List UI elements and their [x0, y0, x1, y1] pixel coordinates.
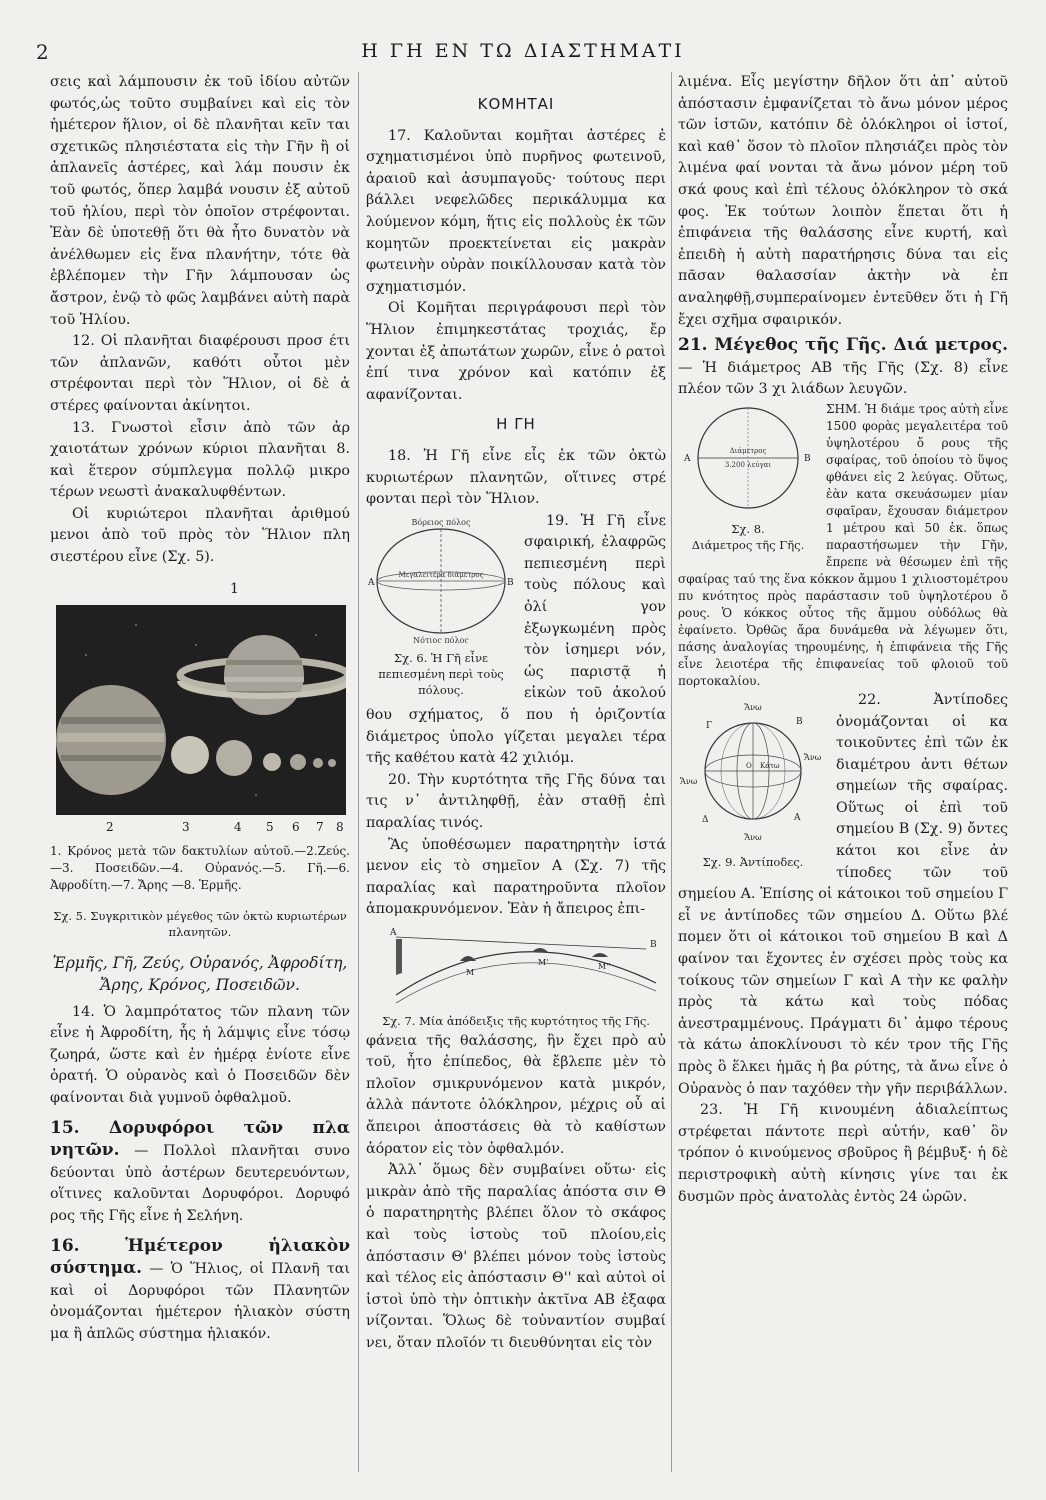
point-a-label: Α: [794, 812, 801, 823]
paragraph: Οἱ Κομῆται περιγράφουσι περὶ τὸν Ἥλιον ἐπιμηκεστάτας τροχιάς, ἔρ χονται ἐξ ἀπωτάτων χωρῶν, εἶνε ὁ ρατοὶ ἐπί τινα χρόνον καὶ κατόπιν ἐξ αφανίζονται.: [366, 300, 666, 403]
figure-9: [678, 696, 828, 870]
planet-name-list: Ἑρμῆς, Γῆ, Ζεύς, Οὐρανός, Ἀφροδίτη, Ἄρης, Κρόνος, Ποσειδῶν.: [52, 953, 348, 994]
column-divider-2: [671, 72, 672, 1472]
uranus: [216, 740, 252, 776]
paragraph-16: [50, 1236, 350, 1346]
paragraph: Οἱ κυριώτεροι πλανῆται ἀριθμού μενοι ἀπὸ τοῦ πρὸς τὸν Ἥλιον πλη σιεστέρου εἶνε (Σχ. 5).: [50, 505, 350, 566]
section-heading: 21. Μέγεθος τῆς Γῆς. Διά μετρος.: [678, 335, 1008, 356]
figure-8-caption-number: Σχ. 8.: [731, 521, 765, 536]
point-b-label: Β: [507, 577, 514, 588]
figure-number-row: [56, 815, 346, 837]
figure-7-caption: Σχ. 7. Μία ἀπόδειξις τῆς κυρτότητος τῆς Γῆς.: [382, 1013, 650, 1028]
paragraph-23: 23. Ἡ Γῆ κινουμένη ἀδιαλείπτως στρέφεται πάντοτε περὶ αὐτήν, καθ᾿ ὃν τρόπον ὁ κινούμενος σβοῦρος ἢ βέμβυξ· ἡ δὲ περιστροφικὴ αὐτὴ κίνησις γίνε ται ἐκ δυσμῶν πρὸς ἀνατολὰς ἐντὸς 24 ὡρῶν.: [678, 1102, 1008, 1205]
figure-9-caption: Σχ. 9. Ἀντίποδες.: [702, 854, 804, 869]
figure-number: 4: [234, 819, 242, 834]
paragraph-21: [678, 335, 1008, 401]
paragraph-text: — Πολλοὶ πλανῆται συνο δεύονται ὑπὸ ἀστέρων δευτερευόντων, οἵτινες καλοῦνται Δορυφόροι. Δορυφό ρος τῆς Γῆς εἶνε ἡ Σελήνη.: [50, 1143, 350, 1224]
point-d-label: Δ: [702, 814, 709, 825]
running-title: Η ΓΗ ΕΝ ΤΩ ΔΙΑΣΤΗΜΑΤΙ: [361, 40, 685, 62]
figure-6-caption: Σχ. 6. Ἡ Γῆ εἶνε πεπιεσμένη περὶ τοὺς πόλους.: [378, 651, 504, 698]
ship-icon: [460, 956, 476, 961]
column-3: [678, 72, 1008, 1208]
fig7-m2: Μ'': [598, 961, 611, 971]
figure-legend: 1. Κρόνος μετὰ τῶν δακτυλίων αὐτοῦ.—2.Ζεύς. —3. Ποσειδῶν.—4. Οὐρανός.—5. Γῆ.—6. Ἀφροδίτη.—7. Ἄρης —8. Ἑρμῆς.: [50, 843, 350, 892]
point-gamma-label: Γ: [706, 720, 713, 731]
mars: [313, 758, 323, 768]
figure-number: 1: [230, 580, 239, 597]
section-title-earth: Η ΓΗ: [496, 415, 536, 434]
up-label: Ἄνω: [744, 832, 762, 842]
page-number: 2: [36, 40, 49, 64]
paragraph: Ἀλλ᾿ ὅμως δὲν συμβαίνει οὕτω· εἰς μικρὰν ἀπὸ τῆς παραλίας ἀπόστα σιν Θ ὁ παρατηρητὴς βλέπει ὅλον τὸ σκάφος καὶ τοὺς ἱστοὺς τοῦ πλοίου,εἰς ἀπόστασιν Θ' βλέπει μόνον τοὺς ἱστοὺς καὶ τέλος εἰς ἀπόστασιν Θ'' καὶ αὐτοὶ οἱ ἱστοὶ ὑπὸ τὴν ὀπτικὴν ἀκτῖνα ΑΒ ἐξαφα νίζονται. Ὅλως δὲ τοὐναντίον συμβαί νει, ὅταν πλοῖόν τι διευθύνηται εἰς τὸν: [366, 1162, 666, 1351]
paragraph: φάνεια τῆς θαλάσσης, ἣν ἔχει πρὸ αὐ τοῦ, ἦτο ἐπίπεδος, θὰ ἔβλεπε μὲν τὸ πλοῖον σμικρυνόμενον κατὰ μικρόν, ἀλλὰ πάντοτε ὁλόκληρον, μέχρις οὗ αἱ ἄπειροι ἀποστάσεις θὰ τὸ καθίστων ἀόρατον εἰς τὸν ὀφθαλμόν.: [366, 1032, 666, 1157]
ship-icon: [532, 948, 548, 952]
earth: [263, 753, 281, 771]
figure-5-caption: Σχ. 5. Συγκριτικὸν μέγεθος τῶν ὀκτὼ κυριωτέρων πλανητῶν.: [53, 908, 347, 939]
figure-5-planets: [56, 579, 346, 815]
down-label: Κάτω: [760, 761, 780, 770]
paragraph-17: 17. Καλοῦνται κομῆται ἀστέρες ἐ σχηματισμένοι ὑπὸ πυρῆνος φωτεινοῦ, ἀραιοῦ καὶ ἀσυμπαγοῦς· τούτους περι βάλλει νεφελῶδες περικάλυμμα κα λούμενον κόμη, ἥτις εἰς πολλοὺς ἐκ τῶν κομητῶν προεκτείνεται εἰς μακρὰν φωτεινὴν οὐρὰν ποικίλλουσαν κατὰ τὸν σχηματισμόν.: [366, 127, 666, 295]
paragraph: Ἂς ὑποθέσωμεν παρατηρητὴν ἱστά μενον εἰς τὸ σημεῖον Α (Σχ. 7) τῆς παραλίας καὶ παρατηροῦντα πλοῖον ἀπομακρυνόμενον. Ἐὰν ἡ ἄπειρος ἐπι-: [366, 836, 666, 918]
diameter-label: Διάμετρος: [729, 446, 767, 455]
fig7-m1: Μ': [538, 957, 549, 967]
south-pole-label: Νότιος πόλος: [413, 635, 469, 643]
equator-label: Μεγαλειτέρα διάμετρος: [398, 570, 484, 579]
paragraph-text: — Ὁ Ἥλιος, οἱ Πλανῆ ται καὶ οἱ Δορυφόροι τῶν Πλανητῶν ὀνομάζονται ἡμέτερον ἡλιακὸν σύστη μα ἢ ἁπλῶς σύστημα ἡλιακόν.: [50, 1261, 350, 1342]
figure-number: 7: [316, 819, 324, 834]
paragraph-19: 19. Ἡ Γῆ εἶνε σφαιρική, ἐλαφρῶς πεπιεσμένη περὶ τοὺς πόλους καὶ ὀλί γον ἐξωγκωμένη πρὸς τὸν ἰσημερι νόν, ὡς παριστᾷ ἡ εἰκὼν τοῦ ἀκολού θου σχήματος, ὅ που ἡ ὁριζοντία διάμετρος ὑπολο γίζεται μεγαλει τέρα τῆς καθέτου κατὰ 42 χιλιόμ.: [366, 512, 666, 767]
section-heading: 16. Ἡμέτερον ἡλιακὸν σύστημα.: [50, 1235, 350, 1279]
ship-icon: [592, 953, 608, 957]
figure-number: 2: [106, 819, 114, 834]
figure-number: 6: [292, 819, 300, 834]
paragraph-20: 20. Τὴν κυρτότητα τῆς Γῆς δύνα ται τις ν᾿ ἀντιληφθῇ, ἐὰν σταθῇ ἐπὶ παραλίας τινός.: [366, 771, 666, 831]
column-divider-1: [358, 72, 359, 1472]
note-paragraph: ΣΗΜ. Ἡ διάμε τρος αὐτὴ εἶνε 1500 φορὰς μεγαλειτέρα τοῦ ὑψηλοτέρου ὄ ρους τῆς σφαίρας, τοῦ ὁποίου τὸ ὕψος φθάνει εἰς 2 λεύγας. Οὕτως, ἐὰν κατα σκευάσωμεν μίαν σφαῖραν, ἔχουσαν διάμετρον 1 μέτρου καὶ 50 ἑκ. ὅπως παραστήσωμεν τὴν Γῆν, ἔπρεπε νὰ θέσωμεν ἐπὶ τῆς σφαίρας ταύ της ἕνα κόκκον ἄμμου 1 χιλιοστομέτρου πυ κνότητος πρὸς παράστασιν τοῦ ὑψηλοτέρου ὄ ρους. Ὁ κόκκος οὗτος τῆς ἄμμου οὐδόλως θὰ ἐφαίνετο. Ὀρθῶς ἄρα δυνάμεθα νὰ λέγωμεν ὅτι, πάσης ἀναλογίας τηρουμένης, ἡ ἐπιφάνεια τῆς Γῆς εἶνε λειοτέρα τῆς ἐπιφανείας τοῦ φλοιοῦ τοῦ πορτοκαλίου.: [678, 401, 1008, 688]
paragraph: σεις καὶ λάμπουσιν ἐκ τοῦ ἰδίου αὐτῶν φωτός,ὡς τοῦτο συμβαίνει καὶ εἰς τὸν ἡμέτερον ἥλιον, οἱ δὲ πλανῆται κεῖν ται σχετικῶς πλησιέστατα εἰς τὴν Γῆν ἢ οἱ ἀπλανεῖς ἀστέρες, καὶ λάμ πουσιν ἐκ τοῦ φωτός, ὅπερ λαμβά νουσιν ἐξ αὐτοῦ τοῦ ἡλίου, περὶ τὸν ὁποῖον στρέφονται. Ἐὰν δὲ ὑποτεθῇ ὅτι θὰ ἦτο δυνατὸν νὰ ἀνέλθωμεν εἰς ἕνα πλανήτην, τότε θὰ ἐβλέπομεν τὴν Γῆν λάμπουσαν ὡς ἄστρον, ἐνῷ τὸ φῶς λαμβάνει αὐτὴ παρὰ τοῦ Ἡλίου.: [50, 74, 350, 328]
section-title-comets: ΚΟΜΗΤΑΙ: [477, 95, 555, 113]
figure-8: [678, 403, 818, 553]
figure-number: 8: [336, 819, 344, 834]
point-a-label: Α: [368, 577, 375, 588]
paragraph-text: — Ἡ διάμετρος ΑΒ τῆς Γῆς (Σχ. 8) εἶνε πλέον τῶν 3 χι λιάδων λευγῶν.: [678, 359, 1008, 398]
venus: [290, 754, 306, 770]
fig7-m: Μ: [466, 967, 475, 977]
fig8-point-b: Β: [804, 453, 811, 464]
jupiter: [56, 685, 166, 795]
diameter-value: 3.200 λεύγαι: [724, 460, 772, 469]
paragraph: λιμένα. Εἶς μεγίστην δῆλον ὅτι ἀπ᾿ αὐτοῦ ἀπόστασιν ἐμφανίζεται τὸ ἄνω μόνον μέρος τῶν ἱστῶν, κατόπιν δὲ ὁλόκληροι οἱ ἱστοί, καὶ καθ᾿ ὅσον τὸ πλοῖον πλησιάζει πρὸς τὸν λιμένα φαί νονται τὰ ἄνω μόνον μέρη τοῦ σκά φους καὶ ἐπὶ τέλους ὁλόκληρον τὸ σκά φος. Ἐκ τούτων λοιπὸν ἕπεται ὅτι ἡ ἐπιφάνεια τῆς θαλάσσης εἶνε κυρτή, καὶ ἐπειδὴ ἡ αὐτὴ παρατήρησις δύνα ται εἰς πᾶσαν θαλασσίαν ἀκτὴν νὰ ἐπ αναληφθῇ,συμπεραίνομεν ἐντεῦθεν ὅτι ἡ Γῆ ἔχει σχῆμα σφαιρικόν.: [678, 74, 1008, 328]
figure-7: [366, 925, 666, 1029]
up-label: Ἄνω: [744, 702, 762, 712]
north-pole-label: Βόρειος πόλος: [411, 517, 471, 527]
column-1: [50, 72, 350, 1346]
up-label: Ἄνω: [804, 752, 822, 762]
mercury: [328, 759, 336, 767]
column-2: [366, 86, 666, 1354]
point-b-label: Β: [796, 716, 803, 727]
figure-number: 5: [266, 819, 274, 834]
fig7-point-a: Α: [390, 927, 397, 938]
fig8-point-a: Α: [684, 453, 691, 464]
paragraph-18: 18. Ἡ Γῆ εἶνε εἷς ἐκ τῶν ὀκτὼ κυριωτέρων πλανητῶν, οἵτινες στρέ φονται περὶ τὸν Ἥλιον.: [366, 447, 666, 508]
paragraph-15: [50, 1118, 350, 1228]
fig7-point-b: Β: [650, 939, 657, 950]
planets-illustration: [56, 605, 346, 815]
paragraph-22: 22. Ἀντίποδες ὀνομάζονται οἱ κα τοικοῦντες ἐπὶ τῶν ἐκ διαμέτρου ἀντι θέτων σημείων τῆς σφαίρας. Οὕτως οἱ ἐπὶ τοῦ σημείου Β (Σχ. 9) ὄντες κάτοι κοι εἶνε ἀν τίποδες τῶν τοῦ σημείου Α. Ἐπίσης οἱ κάτοικοι τοῦ σημείου Γ εἶ νε ἀντίποδες τῶν σημείου Δ. Οὕτω βλέ πομεν ὅτι οἱ κάτοικοι τοῦ σημείου Β καὶ Δ φαίνον ται ἔχοντες ἐν σχέσει πρὸς τοὺς κα τοίκους τῶν σημείων Γ καὶ Α τὴν κε φαλὴν πρὸς τὰ κάτω καὶ τοὺς πόδας ἀνεστραμμένους. Πράγματι δι᾿ ἀμφο τέρους τὰ κάτω ἀποκλίνουσι τὸ κέν τρον τῆς Γῆς πρὸς ὃ ἕλκει ἡμᾶς ἡ βα ρύτης, τὰ ἄνω εἶνε ὁ Οὐρανὸς ὁ παν ταχόθεν τὴν γῆν περιβάλλων.: [678, 691, 1008, 1097]
neptune: [171, 736, 209, 774]
up-label: Ἄνω: [680, 776, 698, 786]
figure-6: [366, 513, 516, 699]
figure-8-caption: Διάμετρος τῆς Γῆς.: [691, 537, 805, 552]
center-label: Ο: [746, 761, 752, 770]
paragraph-12: 12. Οἱ πλανῆται διαφέρουσι προσ έτι τῶν ἀπλανῶν, καθότι οὗτοι μὲν στρέφονται περὶ τὸν Ἥλιον, οἱ δὲ ἀ στέρες φαίνονται ἀκίνητοι.: [50, 333, 350, 414]
paragraph-13: 13. Γνωστοὶ εἶσιν ἀπὸ τῶν ἀρ χαιοτάτων χρόνων κύριοι πλανῆται 8. καὶ ἕτερον σύμπλεγμα πολλῷ μικρο τέρων νεωστὶ ἀνακαλυφθέντων.: [50, 419, 350, 501]
paragraph-14: 14. Ὁ λαμπρότατος τῶν πλανη τῶν εἶνε ἡ Ἀφροδίτη, ἧς ἡ λάμψις εἶνε τόσῳ ζωηρά, ὥστε καὶ ἐν ἡμέρᾳ ἐνίοτε εἶνε ὁρατή. Ὁ οὐρανὸς καὶ ὁ Ποσειδῶν δὲν φαίνονται διὰ γυμνοῦ ὀφθαλμοῦ.: [50, 1003, 350, 1107]
section-heading: 15. Δορυφόροι τῶν πλα νητῶν.: [50, 1117, 350, 1161]
figure-number: 3: [182, 819, 190, 834]
